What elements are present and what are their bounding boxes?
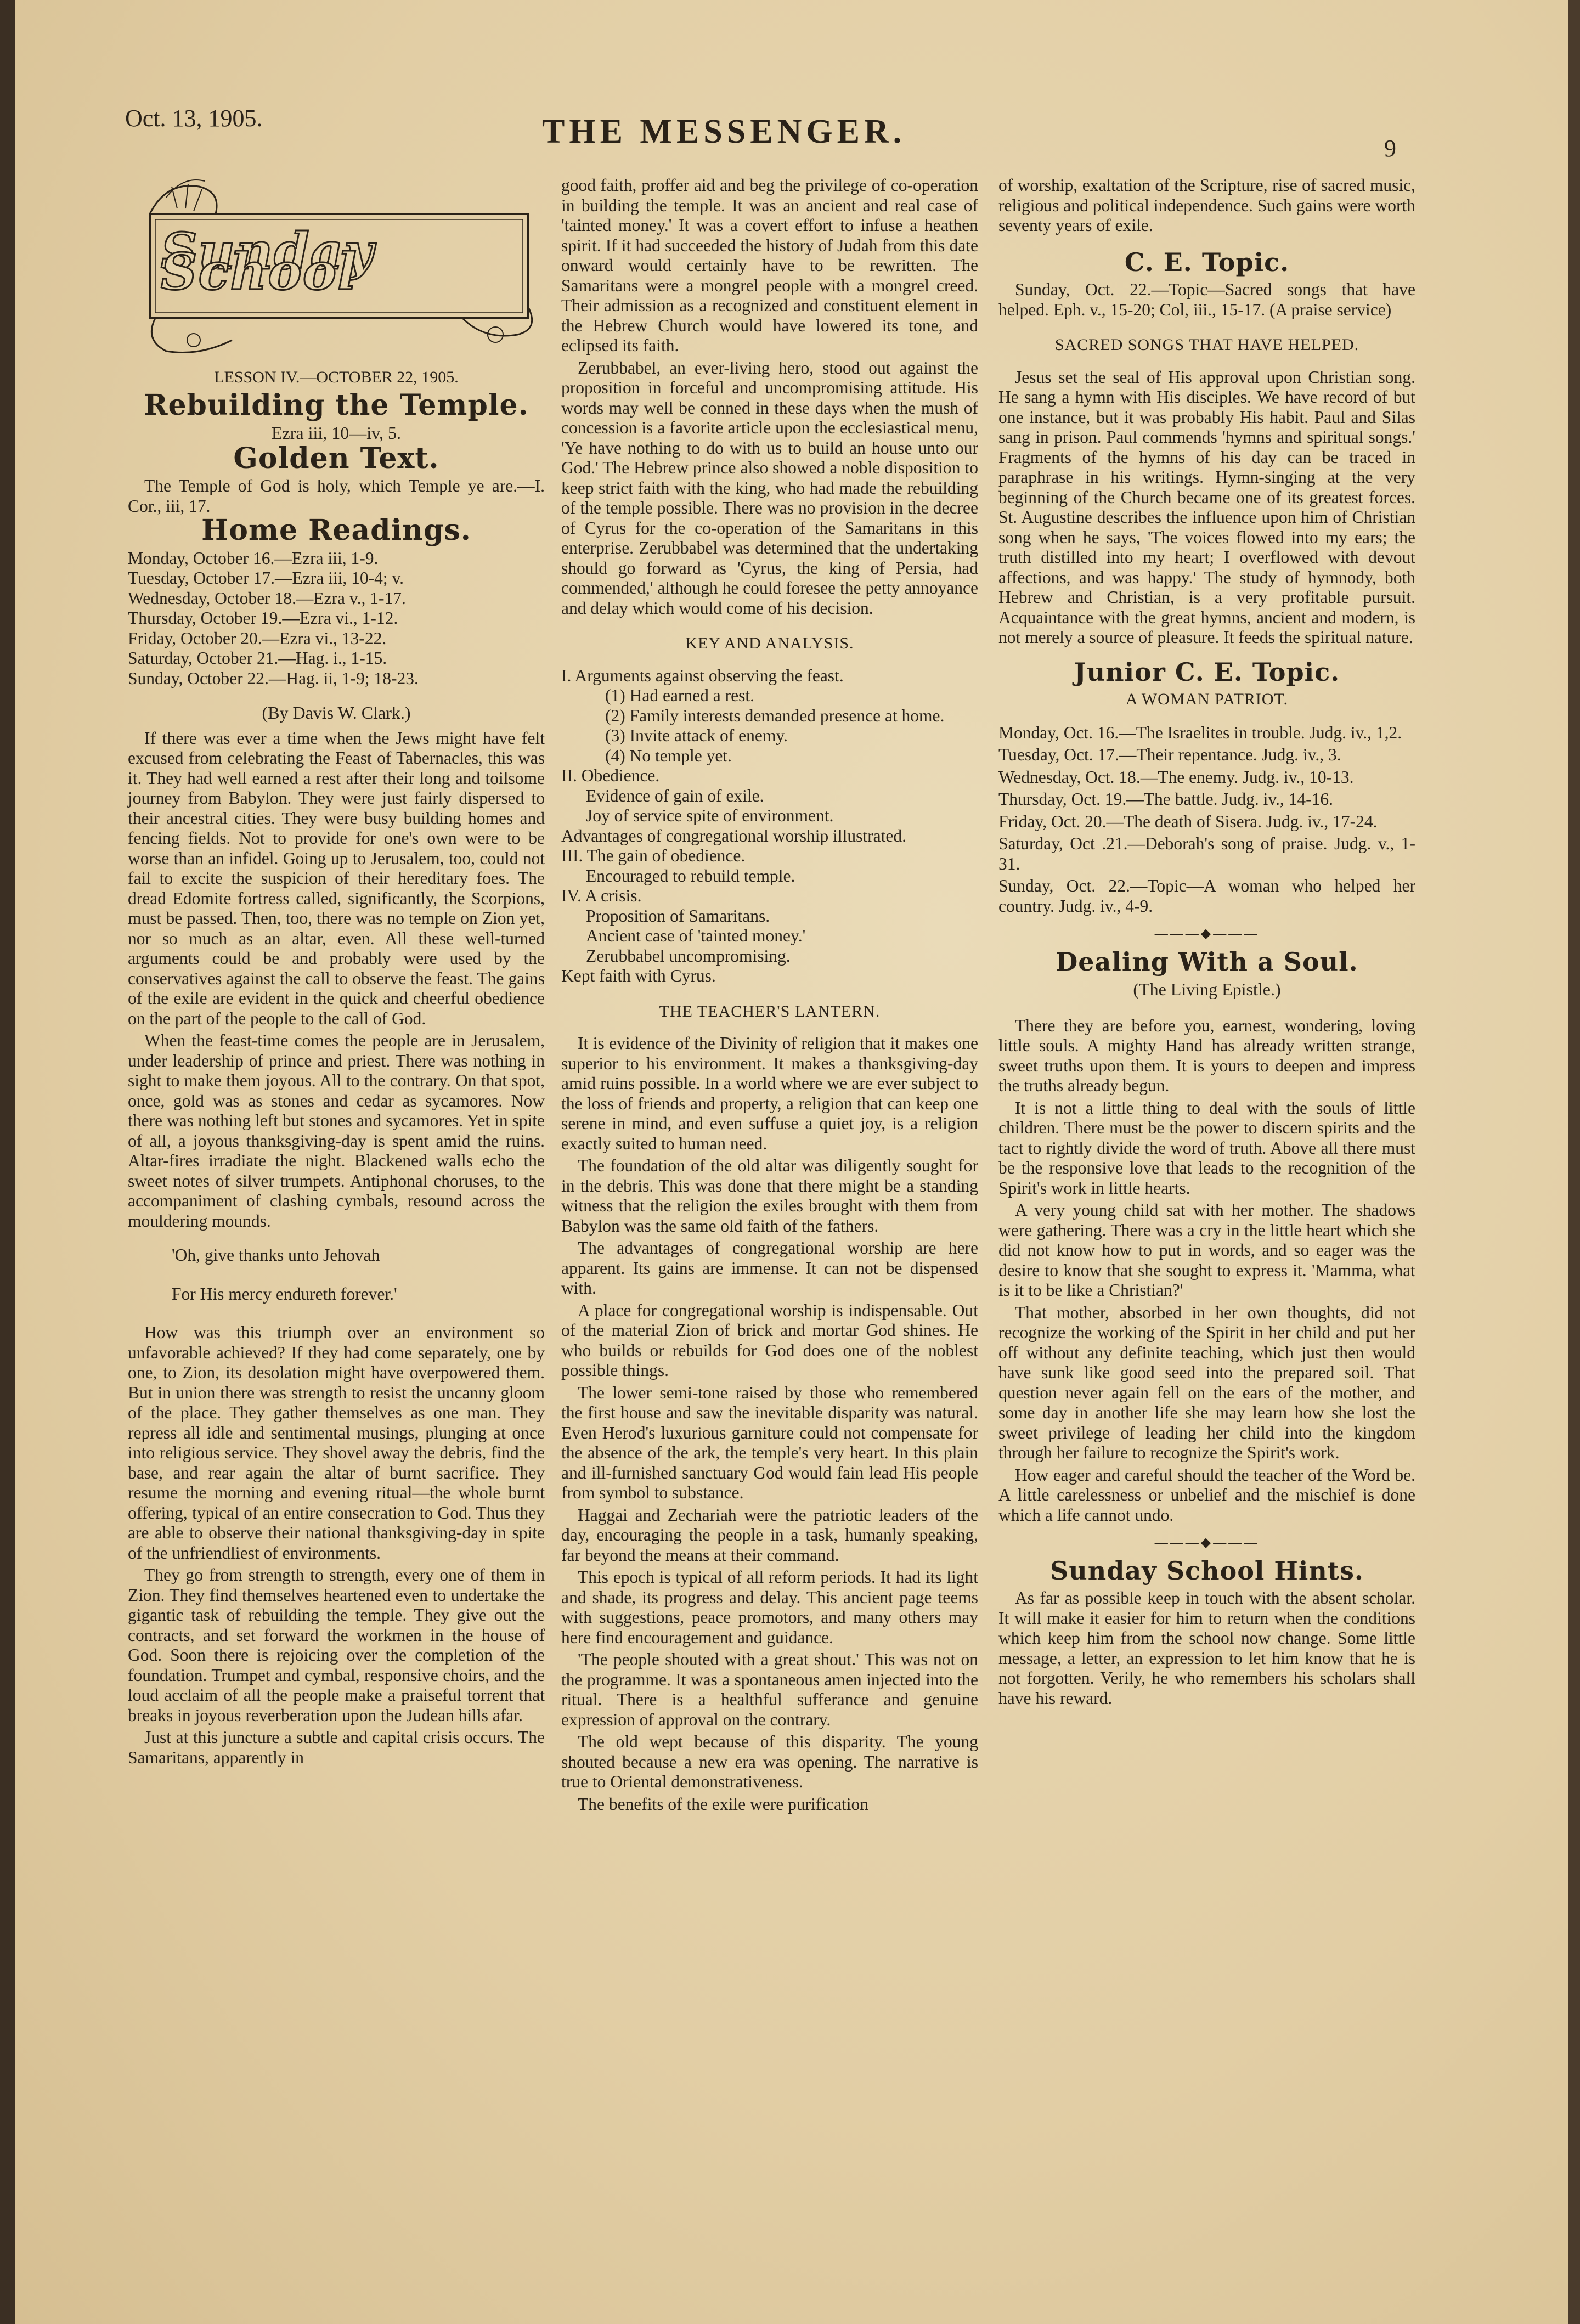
reading-item: Friday, October 20.—Ezra vi., 13-22.: [128, 628, 387, 648]
paragraph: If there was ever a time when the Jews might have felt excused from celebrating the Feast of Tabernacles, this was it. They had well earned a rest after their long and toilsome journey from Babylon. They were just fairly dispersed to their ancestral cities. They were busy building homes and fencing fields. Not to provide for one's own were to be worse than an infidel. Going up to Jerusalem, too, could not fail to excite the suspicion of their hereditary foes. The dread Edomite fortress called, significantly, the Scorpions, must be passed. Then, too, there was no temple on Zion yet, nor so much as an altar, even. All these well-turned arguments could be and probably were used by the conservatives against the call to observe the feast. The gains of the exile are evident in the quick and cheerful obedience on the part of the people to the call of God.: [128, 728, 545, 1028]
ce-topic-text: Sunday, Oct. 22.—Topic—Sacred songs that have helped. Eph. v., 15-20; Col, iii., 15-17. (A praise service): [998, 280, 1415, 319]
column-2: [561, 176, 978, 1817]
junior-topic-item: Friday, Oct. 20.—The death of Sisera. Judg. iv., 17-24.: [998, 811, 1378, 831]
outline-item: Advantages of congregational worship illustrated.: [561, 826, 906, 845]
paragraph: The advantages of congregational worship are here apparent. Its gains are immense. It can not be dispensed with.: [561, 1238, 978, 1298]
section-divider-icon: ———◆———: [1154, 1536, 1260, 1550]
sacred-songs-heading: SACRED SONGS THAT HAVE HELPED.: [1054, 336, 1359, 354]
section-divider-icon: ———◆———: [1154, 927, 1260, 941]
paragraph: 'The people shouted with a great shout.' This was not on the programme. It was a spontaneous amen injected into the ritual. There is a healthful sufferance and genuine expression of approval on the contrary.: [561, 1650, 978, 1729]
byline: (By Davis W. Clark.): [262, 703, 411, 723]
outline-item: II. Obedience.: [561, 766, 660, 785]
paragraph: good faith, proffer aid and beg the privilege of co-operation in building the temple. It was an ancient and real case of 'tainted money.' It was a covert effort to infuse a heathen spirit. If it had succeeded the history of Judah from this date onward would certainly have to be rewritten. The Samaritans were a mongrel people with a mongrel creed. Their admission as a recognized and constituent element in the Hebrew Church would have lowered its tone, and eclipsed its faith.: [561, 176, 978, 355]
junior-topic-item: Tuesday, Oct. 17.—Their repentance. Judg. iv., 3.: [998, 745, 1341, 764]
outline-item: III. The gain of obedience.: [561, 846, 746, 865]
paragraph: That mother, absorbed in her own thoughts, did not recognize the working of the Spirit in her child and put her off without any definite teaching, which just then would have sunk like good seed into the prepared soil. That question never again fell on the ears of the mother, and some day in another life she may learn how she lost the sweet privilege of leading her child into the kingdom through her failure to recognize the Spirit's work.: [998, 1302, 1415, 1462]
scripture-reference: Ezra iii, 10—iv, 5.: [271, 423, 402, 443]
ce-topic-heading: C. E. Topic.: [1124, 247, 1290, 277]
reading-item: Sunday, October 22.—Hag. ii, 1-9; 18-23.: [128, 668, 419, 688]
outline-item: Evidence of gain of exile.: [586, 786, 764, 805]
paragraph: Just at this juncture a subtle and capital crisis occurs. The Samaritans, apparently in: [128, 1728, 545, 1767]
junior-topic-item: Monday, Oct. 16.—The Israelites in trouble. Judg. iv., 1,2.: [998, 723, 1402, 742]
column-3: [998, 176, 1415, 1711]
dealing-soul-heading: Dealing With a Soul.: [1056, 946, 1358, 977]
junior-topic-item: Wednesday, Oct. 18.—The enemy. Judg. iv., 10-13.: [998, 767, 1354, 787]
paragraph: A place for congregational worship is indispensable. Out of the material Zion of brick and mortar God shines. He who builds or rebuilds for God does one of the noblest possible things.: [561, 1300, 978, 1380]
dealing-soul-source: (The Living Epistle.): [1133, 979, 1281, 999]
paragraph: When the feast-time comes the people are in Jerusalem, under leadership of prince and priest. There was nothing in sight to make them joyous. All to the contrary. On that spot, once, gold was as stones and cedar as sycamores. Now there was nothing left but stones and sycamores. Yet in spite of all, a joyous thanksgiving-day is spent amid the ruins. Altar-fires irradiate the night. Blackened walls echo the sweet notes of silver trumpets. Antiphonal choruses, to the accompaniment of clashing cymbals, resound across the mouldering mounds.: [128, 1031, 545, 1231]
paragraph: This epoch is typical of all reform periods. It had its light and shade, its progress and delay. This ancient page teems with suggestions, peace promotors, and many others may here find encouragement and guidance.: [561, 1567, 978, 1647]
reading-item: Monday, October 16.—Ezra iii, 1-9.: [128, 548, 379, 568]
masthead: THE MESSENGER.: [542, 113, 906, 150]
junior-topic-item: Thursday, Oct. 19.—The battle. Judg. iv., 14-16.: [998, 789, 1334, 809]
outline-item: I. Arguments against observing the feast.: [561, 665, 844, 685]
paragraph: They go from strength to strength, every one of them in Zion. They find themselves heartened even to undertake the gigantic task of rebuilding the temple. They give out the contracts, and set forward the workmen in the house of God. Soon there is rejoicing over the completion of the foundation. Trumpet and cymbal, responsive choirs, and the loud acclaim of all the people make a praiseful torrent that breaks in joyous reverberation upon the Judean hills afar.: [128, 1565, 545, 1725]
paragraph: Jesus set the seal of His approval upon Christian song. He sang a hymn with His disciples. We have record of but one instance, but it was probably His habit. Paul and Silas sang in prison. Paul commends 'hymns and spiritual songs.' Fragments of the hymns of his day can be traced in paraphrase in his writings. Hymn-singing at the very beginning of the Church became one of its greatest forces. St. Augustine describes the influence upon him of Christian song when he says, 'The voices flowed into my ears; the truth distilled into my heart; I overflowed with devout affections, and was happy.' The study of hymnody, both Hebrew and Christian, is a very profitable pursuit. Acquaintance with the great hymns, ancient and modern, is not merely a source of pleasure. It feeds the spiritual nature.: [998, 367, 1415, 647]
paragraph: It is not a little thing to deal with the souls of little children. There must be the power to discern spirits and the tact to rightly divide the word of truth. Above all there must be the responsive love that leads to the recognition of the Spirit's work in little hearts.: [998, 1098, 1415, 1198]
home-readings-list: [128, 549, 545, 689]
paragraph: A very young child sat with her mother. The shadows were gathering. There was a cry in the little heart which she did not know how to put in words, and so eager was the desire to know that she sought to express it. 'Mamma, what is it to be like a Christian?': [998, 1200, 1415, 1300]
golden-text-heading: Golden Text.: [233, 441, 439, 475]
outline-item: (3) Invite attack of enemy.: [605, 726, 788, 745]
reading-item: Tuesday, October 17.—Ezra iii, 10-4; v.: [128, 568, 404, 588]
paragraph: It is evidence of the Divinity of religion that it makes one superior to his environment. It makes a thanksgiving-day amid ruins possible. In a world where we are ever subject to the loss of friends and property, a religion that can keep one serene in mind, and even suffuse a quiet joy, is a religion exactly suited to human need.: [561, 1034, 978, 1153]
sunday-school-logo: [128, 176, 545, 357]
paragraph: Haggai and Zechariah were the patriotic leaders of the day, encouraging the people in a task, humanly speaking, far beyond the means at their command.: [561, 1505, 978, 1565]
teachers-lantern-heading: THE TEACHER'S LANTERN.: [659, 1002, 881, 1020]
outline-item: IV. A crisis.: [561, 886, 642, 905]
lesson-title: Rebuilding the Temple.: [144, 388, 529, 422]
key-analysis-heading: KEY AND ANALYSIS.: [685, 634, 854, 652]
logo-text: Sunday School: [161, 222, 375, 301]
quote-line: 'Oh, give thanks unto Jehovah: [172, 1245, 380, 1265]
sunday-school-hints-heading: Sunday School Hints.: [1050, 1555, 1364, 1586]
outline-item: Joy of service spite of environment.: [586, 806, 834, 825]
paragraph: How was this triumph over an environment so unfavorable achieved? If they had come separately, one by one, to Zion, its desolation might have overpowered them. But in union there was strength to resist the uncanny gloom of the place. They gather themselves as one man. They repress all idle and sentimental musings, plunging at once into religious service. They shovel away the debris, find the base, and rear again the altar of burnt sacrifice. They resume the morning and evening ritual—the whole burnt offering, typical of an entire consecration to God. Thus they are able to observe their national thanksgiving-day in spite of the unfriendliest of environments.: [128, 1323, 545, 1563]
paragraph: The benefits of the exile were purification: [578, 1794, 869, 1814]
outline-item: Proposition of Samaritans.: [586, 906, 770, 926]
reading-item: Thursday, October 19.—Ezra vi., 1-12.: [128, 608, 398, 628]
page-number: 9: [1384, 135, 1396, 162]
paragraph: of worship, exaltation of the Scripture, rise of sacred music, religious and political independence. Such gains were worth seventy years of exile.: [998, 176, 1415, 235]
reading-item: Saturday, October 21.—Hag. i., 1-15.: [128, 648, 387, 668]
column-1: [128, 176, 545, 1770]
page-edge: [0, 0, 15, 2324]
outline-item: (2) Family interests demanded presence at home.: [605, 706, 945, 725]
junior-ce-heading: Junior C. E. Topic.: [1074, 657, 1340, 687]
paragraph: As far as possible keep in touch with the absent scholar. It will make it easier for him to return when the conditions which keep him from the school now change. Some little message, a letter, an expression to let him know that he is not forgotten. Verily, he who remembers his scholars shall have his reward.: [998, 1588, 1415, 1708]
analysis-outline: [561, 666, 978, 986]
outline-item: (4) No temple yet.: [605, 746, 732, 765]
issue-date: Oct. 13, 1905.: [125, 105, 263, 132]
outline-item: Ancient case of 'tainted money.': [586, 926, 806, 945]
paragraph: How eager and careful should the teacher of the Word be. A little carelessness or unbelief and the mischief is done which a life cannot undo.: [998, 1465, 1415, 1525]
paragraph: There they are before you, earnest, wondering, loving little souls. A mighty Hand has already written strange, sweet truths upon them. It is yours to deepen and impress the truths already begun.: [998, 1016, 1415, 1095]
paragraph: The lower semi-tone raised by those who remembered the first house and saw the inevitable disparity was natural. Even Herod's luxurious garniture could not compensate for the absence of the ark, the temple's very heart. In this plain and ill-furnished sanctuary God would fain lead His people from symbol to substance.: [561, 1383, 978, 1502]
outline-item: Zerubbabel uncompromising.: [586, 946, 791, 966]
golden-text: The Temple of God is holy, which Temple ye are.—I. Cor., iii, 17.: [128, 476, 545, 516]
quote-line: For His mercy endureth forever.': [172, 1284, 397, 1304]
home-readings-heading: Home Readings.: [201, 514, 471, 547]
junior-ce-subheading: A WOMAN PATRIOT.: [1125, 690, 1289, 708]
junior-topic-item: Sunday, Oct. 22.—Topic—A woman who helped her country. Judg. iv., 4-9.: [998, 876, 1415, 916]
newspaper-page: [15, 0, 1568, 2324]
outline-item: (1) Had earned a rest.: [605, 686, 754, 705]
outline-item: Kept faith with Cyrus.: [561, 966, 716, 985]
lesson-number: LESSON IV.—OCTOBER 22, 1905.: [214, 368, 459, 386]
reading-item: Wednesday, October 18.—Ezra v., 1-17.: [128, 588, 406, 608]
paragraph: The foundation of the old altar was diligently sought for in the debris. This was done that there might be a standing witness that the religion the exiles brought with them from Babylon was the same old faith of the fathers.: [561, 1156, 978, 1236]
junior-topic-item: Saturday, Oct .21.—Deborah's song of praise. Judg. v., 1-31.: [998, 834, 1415, 873]
paragraph: The old wept because of this disparity. The young shouted because a new era was opening. The narrative is true to Oriental demonstrativeness.: [561, 1732, 978, 1791]
paragraph: Zerubbabel, an ever-living hero, stood out against the proposition in forceful and uncompromising attitude. His words may well be conned in these days when the mush of concession is a favorite article upon the ecclesiastical menu, 'Ye have nothing to do with us to build an house unto our God.' The Hebrew prince also showed a noble disposition to keep strict faith with the king, who had made the rebuilding of the temple possible. There was no provision in the decree of Cyrus for the co-operation of the Samaritans in this enterprise. Zerubbabel was determined that the undertaking should go forward as 'Cyrus, the king of Persia, had commended,' although he could foresee the petty annoyance and delay which would come of his decision.: [561, 358, 978, 618]
outline-item: Encouraged to rebuild temple.: [586, 866, 795, 885]
